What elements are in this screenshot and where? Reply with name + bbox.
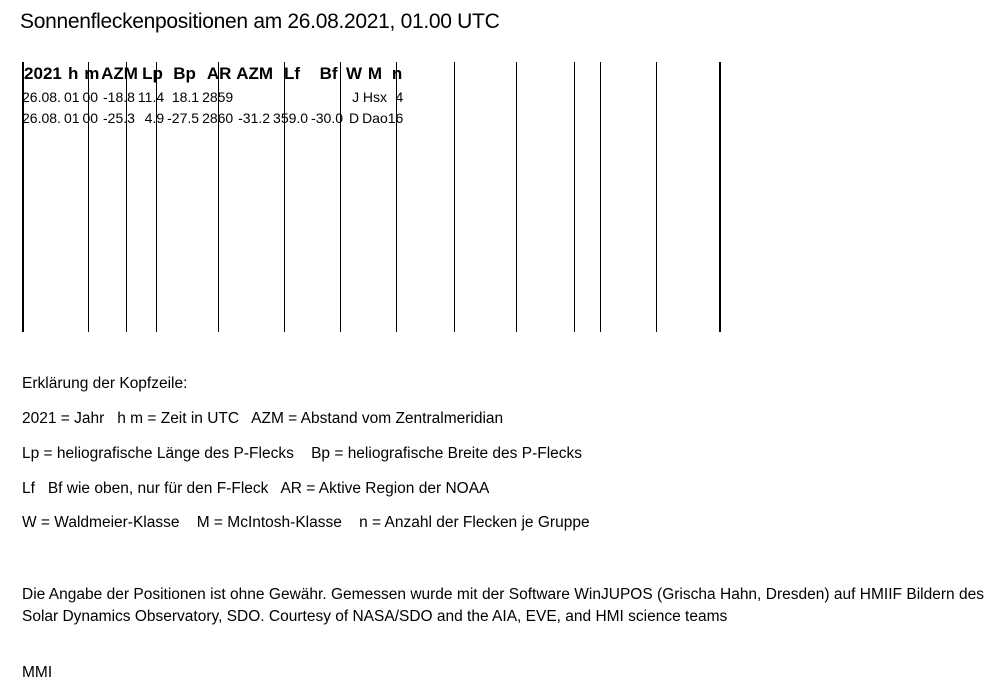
cell-waldmeier: J — [352, 88, 360, 105]
table-right-border — [719, 62, 721, 332]
header-azm-p: AZM — [101, 64, 138, 83]
column-separator — [656, 62, 657, 332]
cell-mcintosh: Dao — [362, 109, 388, 126]
header-lp: Lp — [142, 64, 163, 83]
legend-line: Lp = heliografische Länge des P-Flecks Bp = heliografische Breite des P-Flecks — [22, 445, 583, 462]
disclaimer-text: Die Angabe der Positionen ist ohne Gewähr. Gemessen wurde mit der Software WinJUPOS (Grischa Hahn, Dresden) auf HMIIF Bildern des Solar Dynamics Observatory, SDO. Courtesy of NASA/SDO and the AIA, EVE, and HMI science teams — [22, 586, 984, 625]
column-separator — [516, 62, 517, 332]
legend-line: W = Waldmeier-Klasse M = McIntosh-Klasse n = Anzahl der Flecken je Gruppe — [22, 514, 590, 531]
header-lf: Lf — [284, 64, 301, 83]
legend-heading: Erklärung der Kopfzeile: — [22, 375, 188, 392]
cell-mcintosh: Hsx — [362, 88, 387, 105]
table-row — [22, 86, 406, 107]
cell-lp: 4.9 — [144, 109, 165, 126]
cell-minute: 00 — [82, 109, 99, 126]
cell-bf: -30.0 — [311, 109, 344, 126]
cell-lf: 359.0 — [273, 109, 309, 126]
cell-hour: 01 — [63, 109, 80, 126]
header-year: 2021 — [24, 64, 62, 83]
cell-bp: 18.1 — [171, 88, 200, 105]
signature: MMI — [22, 664, 53, 681]
table-row — [22, 107, 406, 128]
column-separator — [600, 62, 601, 332]
header-bf: Bf — [319, 64, 338, 83]
cell-azm-f — [236, 86, 273, 107]
header-bp: Bp — [173, 64, 196, 83]
cell-waldmeier: D — [348, 109, 360, 126]
header-minute: m — [84, 64, 100, 83]
header-hour: h — [68, 64, 79, 83]
column-separator — [574, 62, 575, 332]
cell-azm-p: -25.3 — [103, 109, 135, 126]
header-count: n — [391, 64, 403, 83]
cell-ar: 2859 — [202, 88, 234, 105]
cell-date: 26.08. — [22, 109, 61, 126]
cell-azm-p: -18.8 — [103, 88, 135, 105]
header-mcintosh: M — [367, 64, 382, 83]
header-azm-f: AZM — [236, 64, 274, 83]
cell-azm-f: -31.2 — [238, 109, 271, 126]
cell-date: 26.08. — [22, 88, 61, 105]
sunspot-table — [22, 62, 406, 128]
cell-bf — [311, 86, 346, 107]
legend-line: 2021 = Jahr h m = Zeit in UTC AZM = Abstand vom Zentralmeridian — [22, 410, 504, 427]
cell-minute: 00 — [82, 88, 99, 105]
cell-count: 4 — [395, 88, 404, 105]
cell-count: 16 — [387, 109, 404, 126]
cell-ar: 2860 — [202, 109, 234, 126]
page-title: Sonnenfleckenpositionen am 26.08.2021, 01.00 UTC — [20, 10, 500, 33]
cell-lp: 11.4 — [137, 88, 165, 105]
legend-line: Lf Bf wie oben, nur für den F-Fleck AR = Aktive Region der NOAA — [22, 480, 490, 497]
table-header-row — [22, 62, 406, 86]
column-separator — [454, 62, 455, 332]
cell-hour: 01 — [63, 88, 80, 105]
header-ar: AR — [206, 64, 232, 83]
cell-bp: -27.5 — [167, 109, 200, 126]
header-waldmeier: W — [346, 64, 363, 83]
cell-lf — [273, 86, 311, 107]
